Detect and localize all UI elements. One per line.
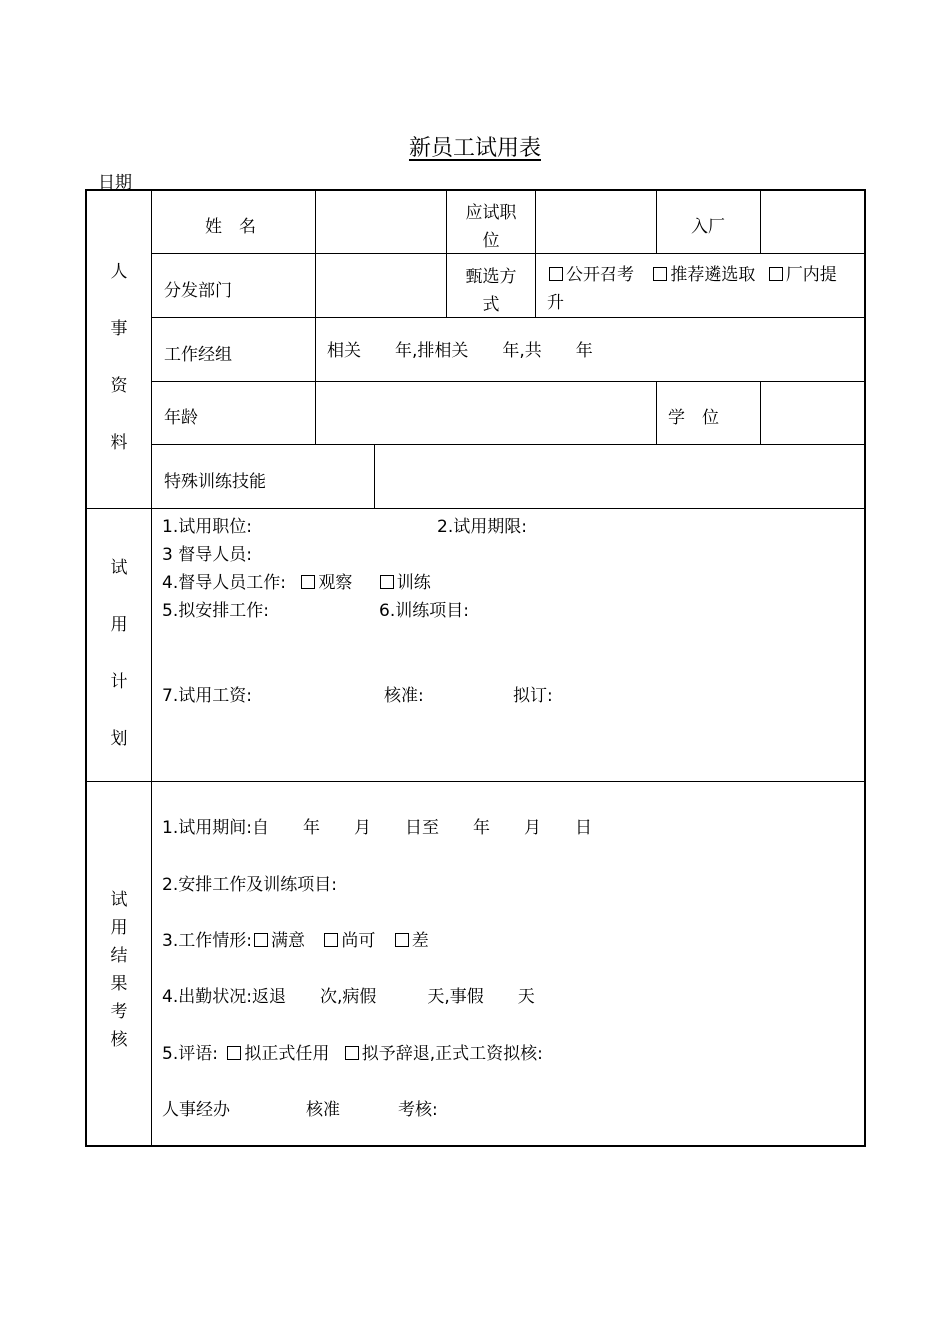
checkbox-dismiss[interactable]: [345, 1046, 359, 1060]
checkbox-acceptable[interactable]: [324, 933, 338, 947]
result-hr-handler: 人事经办: [162, 1100, 230, 1120]
checkbox-formal-hire[interactable]: [227, 1046, 241, 1060]
checkbox-recommend[interactable]: [653, 267, 667, 281]
result-assess: 考核:: [398, 1100, 438, 1120]
checkbox-satisfied[interactable]: [254, 933, 268, 947]
divider: [760, 381, 761, 444]
divider: [760, 191, 761, 253]
plan-training-items: 6.训练项目:: [379, 601, 469, 621]
position-field[interactable]: [537, 192, 655, 252]
work-exp-value: 相关 年,排相关 年,共 年: [327, 341, 593, 361]
plan-arranged-work: 5.拟安排工作:: [162, 601, 269, 621]
department-label: 分发部门: [164, 281, 232, 301]
checkbox-observe[interactable]: [301, 575, 315, 589]
skills-field[interactable]: [376, 446, 862, 507]
page-title: 新员工试用表: [408, 136, 541, 161]
checkbox-internal[interactable]: [769, 267, 783, 281]
plan-salary: 7.试用工资:: [162, 686, 252, 706]
skills-label: 特殊训练技能: [164, 472, 266, 492]
date-label: 日期: [98, 173, 132, 193]
work-exp-label: 工作经组: [164, 345, 232, 365]
divider: [87, 781, 864, 782]
checkbox-train[interactable]: [380, 575, 394, 589]
divider: [151, 191, 152, 1145]
section-label-plan: 试 用 计 划: [110, 558, 128, 749]
divider: [151, 381, 864, 382]
plan-supervisor: 3 督导人员:: [162, 545, 252, 565]
plan-supervisor-work: 4.督导人员工作: 观察 训练: [162, 573, 431, 593]
result-work-items: 2.安排工作及训练项目:: [162, 875, 337, 895]
age-field[interactable]: [317, 383, 655, 443]
selection-options: 公开召考 推荐遴选取 厂内提 升: [547, 265, 837, 313]
entry-label: 入厂: [691, 217, 725, 237]
selection-label: 甄选方 式: [465, 267, 517, 315]
degree-label: 学 位: [668, 408, 719, 428]
name-field[interactable]: [317, 192, 445, 252]
divider: [87, 508, 864, 509]
divider: [656, 191, 657, 253]
plan-approve: 核准:: [384, 686, 424, 706]
result-approve: 核准: [306, 1100, 340, 1120]
divider: [535, 191, 536, 317]
divider: [151, 444, 864, 445]
result-attendance: 4.出勤状况:返退 次,病假 天,事假 天: [162, 987, 535, 1007]
section-label-personnel: 人 事 资 料: [110, 262, 128, 453]
checkbox-poor[interactable]: [395, 933, 409, 947]
checkbox-public[interactable]: [549, 267, 563, 281]
degree-field[interactable]: [762, 383, 862, 443]
department-field[interactable]: [317, 255, 445, 316]
divider: [656, 381, 657, 444]
entry-field[interactable]: [762, 192, 862, 252]
result-comment: 5.评语: 拟正式任用 拟予辞退,正式工资拟核:: [162, 1044, 543, 1064]
divider: [315, 191, 316, 444]
section-label-result: 试 用 结 果 考 核: [110, 890, 128, 1050]
form-table: [85, 189, 866, 1147]
plan-draft: 拟订:: [513, 686, 553, 706]
result-period: 1.试用期间:自 年 月 日至 年 月 日: [162, 818, 592, 838]
position-label: 应试职 位: [465, 203, 517, 251]
divider: [374, 444, 375, 508]
result-performance: 3.工作情形: 满意 尚可 差: [162, 931, 429, 951]
age-label: 年龄: [164, 408, 198, 428]
name-label: 姓 名: [205, 217, 256, 237]
plan-position: 1.试用职位:: [162, 517, 252, 537]
plan-period: 2.试用期限:: [437, 517, 527, 537]
